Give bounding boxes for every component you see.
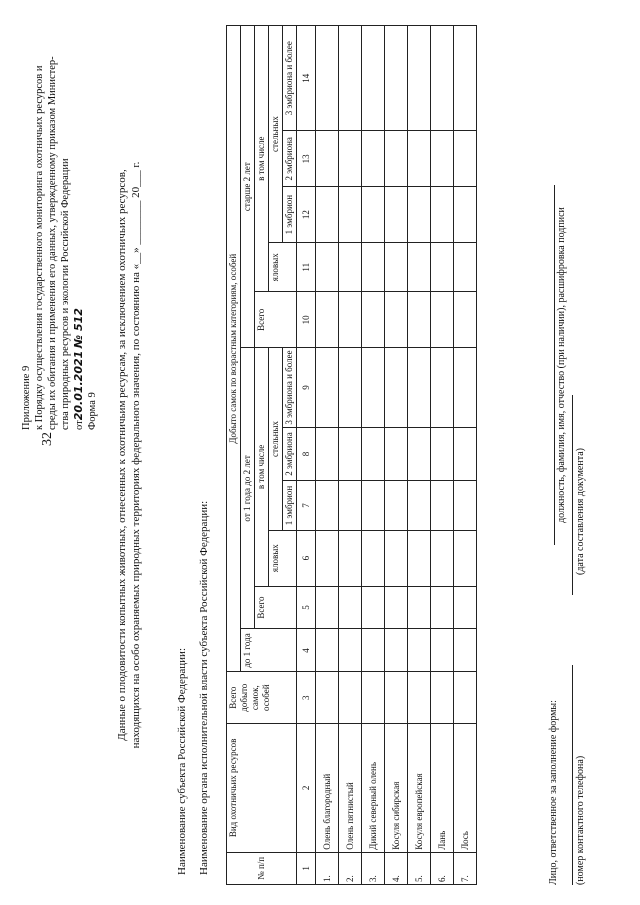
col-number: 14	[297, 26, 316, 131]
phone-caption: (номер контактного телефона)	[575, 755, 586, 885]
header-all: Всего	[255, 586, 297, 629]
value-cell[interactable]	[316, 586, 339, 629]
value-cell[interactable]	[316, 530, 339, 586]
value-cell[interactable]	[339, 481, 362, 530]
value-cell[interactable]	[454, 672, 477, 724]
header-pregnant: стельных	[269, 26, 283, 243]
value-cell[interactable]	[408, 348, 431, 427]
value-cell[interactable]	[408, 672, 431, 724]
signature-caption: должность, фамилия, имя, отчество (при наличии), расшифровка подписи	[556, 207, 567, 523]
header-emb1: 1 эмбрион	[283, 187, 297, 243]
row-number: 6.	[431, 852, 454, 884]
value-cell[interactable]	[454, 629, 477, 672]
fertility-table	[226, 25, 477, 885]
value-cell[interactable]	[385, 481, 408, 530]
col-number: 13	[297, 131, 316, 187]
value-cell[interactable]	[454, 586, 477, 629]
row-species: Лось	[454, 723, 477, 852]
value-cell[interactable]	[385, 187, 408, 243]
value-cell[interactable]	[385, 530, 408, 586]
value-cell[interactable]	[339, 243, 362, 292]
value-cell[interactable]	[362, 131, 385, 187]
row-species: Олень благородный	[316, 723, 339, 852]
handwritten-date: 20.01.2021	[72, 350, 85, 421]
col-number: 12	[297, 187, 316, 243]
header-emb2: 2 эмбриона	[283, 427, 297, 481]
title-line-1: Данные о плодовитости копытных животных, отнесенных к охотничьим ресурсам, за исключением охотничьих ресурсов,	[116, 169, 128, 741]
value-cell[interactable]	[431, 243, 454, 292]
value-cell[interactable]	[339, 292, 362, 348]
value-cell[interactable]	[339, 586, 362, 629]
value-cell[interactable]	[431, 672, 454, 724]
col-number: 8	[297, 427, 316, 481]
value-cell[interactable]	[339, 629, 362, 672]
value-cell[interactable]	[408, 131, 431, 187]
appendix-line: к Порядку осуществления государственного мониторинга охотничьих ресурсов и	[34, 65, 45, 430]
subject-label: Наименование субъекта Российской Федерации:	[176, 647, 188, 875]
value-cell[interactable]	[362, 427, 385, 481]
footer-captions	[575, 448, 586, 885]
table-row	[385, 26, 408, 885]
value-cell[interactable]	[408, 243, 431, 292]
row-number: 2.	[339, 852, 362, 884]
value-cell[interactable]	[431, 26, 454, 131]
value-cell[interactable]	[454, 26, 477, 131]
header-barren: яловых	[269, 243, 297, 292]
value-cell[interactable]	[339, 26, 362, 131]
value-cell[interactable]	[431, 292, 454, 348]
value-cell[interactable]	[454, 427, 477, 481]
form-label: Форма 9	[87, 392, 98, 430]
value-cell[interactable]	[316, 348, 339, 427]
header-all: Всего	[255, 292, 297, 348]
value-cell[interactable]	[339, 187, 362, 243]
col-number: 1	[297, 852, 316, 884]
value-cell[interactable]	[385, 586, 408, 629]
value-cell[interactable]	[385, 243, 408, 292]
value-cell[interactable]	[362, 586, 385, 629]
date-line	[572, 395, 573, 595]
value-cell[interactable]	[385, 131, 408, 187]
header-emb3: 3 эмбриона и более	[283, 26, 297, 131]
form-title	[115, 75, 143, 835]
value-cell[interactable]	[362, 187, 385, 243]
appendix-header	[20, 10, 99, 430]
rotated-form-page	[0, 15, 615, 895]
organ-label: Наименование органа исполнительной власти субъекта Российской Федерации:	[198, 500, 210, 875]
col-number: 7	[297, 481, 316, 530]
table-row	[316, 26, 339, 885]
row-number: 3.	[362, 852, 385, 884]
col-number: 2	[297, 723, 316, 852]
value-cell[interactable]	[431, 131, 454, 187]
value-cell[interactable]	[339, 131, 362, 187]
column-number-row	[297, 26, 316, 885]
header-species: Вид охотничьих ресурсов	[227, 723, 297, 852]
value-cell[interactable]	[408, 481, 431, 530]
row-species: Лань	[431, 723, 454, 852]
col-number: 10	[297, 292, 316, 348]
value-cell[interactable]	[316, 292, 339, 348]
header-barren: яловых	[269, 530, 297, 586]
table-row	[408, 26, 431, 885]
header-over2: старше 2 лет	[241, 26, 255, 348]
value-cell[interactable]	[431, 427, 454, 481]
value-cell[interactable]	[362, 629, 385, 672]
value-cell[interactable]	[385, 629, 408, 672]
footer-responsible	[548, 700, 559, 885]
row-species: Косуля европейская	[408, 723, 431, 852]
appendix-line: среды их обитания и применения его данных, утвержденному приказом Министер-	[47, 56, 58, 430]
title-line-2: находящихся на особо охраняемых природных территориях федерального значения, по состоянию на «__» ________ 20___ г.	[130, 161, 142, 749]
header-emb2: 2 эмбриона	[283, 131, 297, 187]
row-species: Олень пятнистый	[339, 723, 362, 852]
table-row	[431, 26, 454, 885]
value-cell[interactable]	[408, 629, 431, 672]
value-cell[interactable]	[316, 131, 339, 187]
value-cell[interactable]	[339, 348, 362, 427]
row-number: 1.	[316, 852, 339, 884]
value-cell[interactable]	[316, 26, 339, 131]
value-cell[interactable]	[431, 187, 454, 243]
value-cell[interactable]	[316, 427, 339, 481]
value-cell[interactable]	[385, 427, 408, 481]
appendix-line: Приложение 9	[21, 365, 32, 430]
value-cell[interactable]	[408, 427, 431, 481]
header-total: Всего добыто самок, особей	[227, 672, 297, 724]
value-cell[interactable]	[362, 672, 385, 724]
row-number: 4.	[385, 852, 408, 884]
value-cell[interactable]	[454, 530, 477, 586]
header-pregnant: стельных	[269, 348, 283, 530]
value-cell[interactable]	[316, 629, 339, 672]
value-cell[interactable]	[431, 348, 454, 427]
col-number: 3	[297, 672, 316, 724]
value-cell[interactable]	[454, 481, 477, 530]
value-cell[interactable]	[316, 481, 339, 530]
value-cell[interactable]	[454, 348, 477, 427]
value-cell[interactable]	[454, 187, 477, 243]
table-row	[339, 26, 362, 885]
value-cell[interactable]	[431, 530, 454, 586]
value-cell[interactable]	[339, 530, 362, 586]
value-cell[interactable]	[362, 348, 385, 427]
header-incl: в том числе	[255, 348, 269, 586]
value-cell[interactable]	[316, 243, 339, 292]
phone-line	[572, 665, 573, 885]
table-body	[316, 26, 477, 885]
header-emb3: 3 эмбриона и более	[283, 348, 297, 427]
appendix-order-line: от20.01.2021 № 512	[72, 308, 85, 430]
value-cell[interactable]	[339, 672, 362, 724]
header-taken: Добыто самок по возрастным категориям, особей	[227, 26, 241, 672]
row-number: 5.	[408, 852, 431, 884]
handwritten-number: № 512	[72, 308, 85, 349]
value-cell[interactable]	[431, 629, 454, 672]
header-emb1: 1 эмбрион	[283, 481, 297, 530]
table-row	[454, 26, 477, 885]
value-cell[interactable]	[408, 586, 431, 629]
value-cell[interactable]	[454, 131, 477, 187]
col-number: 5	[297, 586, 316, 629]
value-cell[interactable]	[408, 530, 431, 586]
value-cell[interactable]	[408, 187, 431, 243]
responsible-label: Лицо, ответственное за заполнение формы:	[548, 700, 559, 885]
date-caption: (дата составления документа)	[575, 448, 586, 575]
value-cell[interactable]	[339, 427, 362, 481]
table-row	[362, 26, 385, 885]
header-incl: в том числе	[255, 26, 269, 292]
value-cell[interactable]	[454, 292, 477, 348]
col-number: 6	[297, 530, 316, 586]
row-species: Косуля сибирская	[385, 723, 408, 852]
value-cell[interactable]	[362, 530, 385, 586]
value-cell[interactable]	[431, 586, 454, 629]
value-cell[interactable]	[316, 672, 339, 724]
row-number: 7.	[454, 852, 477, 884]
value-cell[interactable]	[362, 292, 385, 348]
page-number: 32	[40, 432, 55, 446]
col-number: 9	[297, 348, 316, 427]
value-cell[interactable]	[385, 292, 408, 348]
signature-line	[554, 185, 555, 545]
value-cell[interactable]	[408, 292, 431, 348]
value-cell[interactable]	[385, 348, 408, 427]
value-cell[interactable]	[385, 672, 408, 724]
value-cell[interactable]	[362, 26, 385, 131]
value-cell[interactable]	[385, 26, 408, 131]
value-cell[interactable]	[362, 243, 385, 292]
value-cell[interactable]	[362, 481, 385, 530]
header-under1: до 1 года	[241, 629, 297, 672]
row-species: Дикий северный олень	[362, 723, 385, 852]
col-number: 4	[297, 629, 316, 672]
appendix-line: ства природных ресурсов и экологии Российской Федерации	[60, 158, 71, 430]
value-cell[interactable]	[454, 243, 477, 292]
value-cell[interactable]	[431, 481, 454, 530]
value-cell[interactable]	[316, 187, 339, 243]
header-num: № п/п	[227, 852, 297, 884]
header-1to2: от 1 года до 2 лет	[241, 348, 255, 629]
value-cell[interactable]	[408, 26, 431, 131]
col-number: 11	[297, 243, 316, 292]
